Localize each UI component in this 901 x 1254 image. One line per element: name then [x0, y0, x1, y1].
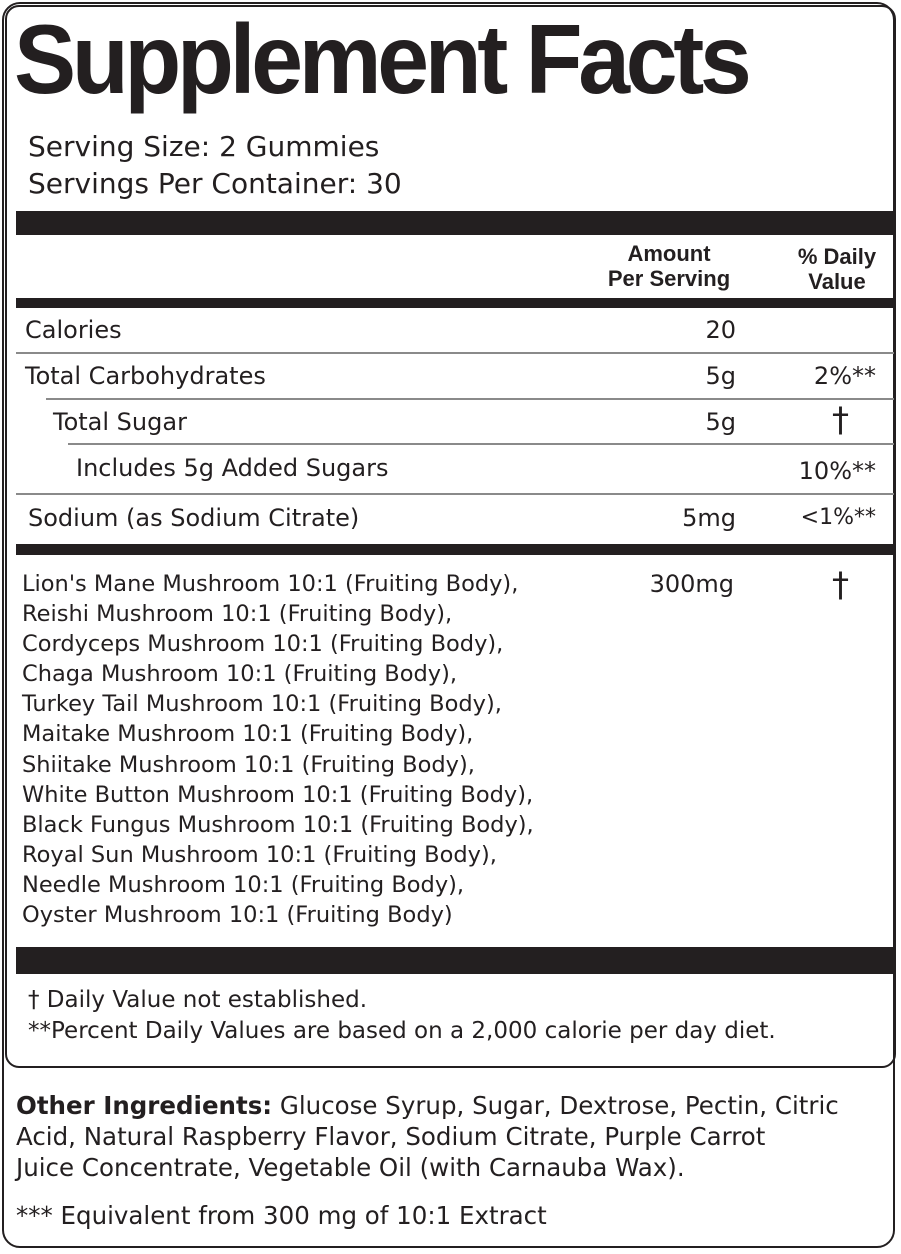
footnote-dagger: † Daily Value not established. [28, 987, 368, 1013]
thick-divider-bottom [16, 947, 894, 974]
blend-ingredient: Lion's Mane Mushroom 10:1 (Fruiting Body), [22, 571, 519, 597]
other-ingredients-line2: Acid, Natural Raspberry Flavor, Sodium Citrate, Purple Carrot [16, 1122, 766, 1151]
nutrient-name-calories: Calories [25, 316, 122, 344]
serving-size: Serving Size: 2 Gummies [28, 130, 380, 163]
blend-ingredient: Chaga Mushroom 10:1 (Fruiting Body), [22, 661, 458, 688]
row-divider [16, 493, 894, 495]
nutrient-dv-sodium: <1%** [800, 505, 876, 530]
row-divider [68, 443, 894, 445]
nutrient-dv-carbs: 2%** [813, 362, 876, 390]
blend-ingredient: White Button Mushroom 10:1 (Fruiting Body), [22, 781, 534, 808]
blend-ingredient: Needle Mushroom 10:1 (Fruiting Body), [22, 871, 465, 898]
other-ingredients-line3: Juice Concentrate, Vegetable Oil (with Carnauba Wax). [16, 1153, 685, 1182]
servings-per-container: Servings Per Container: 30 [28, 167, 402, 200]
blend-ingredient: Oyster Mushroom 10:1 (Fruiting Body) [22, 902, 453, 929]
amount-per-serving-header [596, 241, 742, 291]
nutrient-amount-calories: 20 [705, 316, 736, 344]
blend-ingredient: Maitake Mushroom 10:1 (Fruiting Body), [22, 721, 474, 748]
blend-ingredient: Turkey Tail Mushroom 10:1 (Fruiting Body), [22, 691, 502, 718]
divider-above-blend [16, 544, 894, 555]
nutrient-amount-carbs: 5g [705, 362, 736, 390]
blend-ingredient: Cordyceps Mushroom 10:1 (Fruiting Body), [22, 631, 504, 658]
row-divider [16, 352, 894, 354]
thick-divider-top [16, 211, 894, 235]
blend-ingredient: Black Fungus Mushroom 10:1 (Fruiting Body), [22, 811, 534, 838]
footnote-percent-daily-values: **Percent Daily Values are based on a 2,000 calorie per day diet. [28, 1018, 776, 1044]
dagger-mark-sugar: † [832, 400, 849, 440]
dv-header-line2: Value [808, 269, 866, 294]
other-ingredients-label: Other Ingredients: [16, 1091, 273, 1120]
blend-ingredient: Shiitake Mushroom 10:1 (Fruiting Body), [22, 751, 475, 778]
daily-value-header [778, 244, 896, 294]
dv-header-line1: % Daily [797, 244, 877, 269]
other-ingredients [16, 1090, 839, 1183]
blend-ingredient: Reishi Mushroom 10:1 (Fruiting Body), [22, 601, 453, 628]
dagger-mark-blend: † [832, 565, 849, 605]
other-ingredients-line1: Glucose Syrup, Sugar, Dextrose, Pectin, Citric [272, 1091, 839, 1120]
panel-title: Supplement Facts [14, 4, 748, 114]
blend-ingredient: Royal Sun Mushroom 10:1 (Fruiting Body), [22, 841, 497, 868]
nutrient-name-added-sugars: Includes 5g Added Sugars [76, 454, 389, 482]
nutrient-dv-added-sugars: 10%** [798, 457, 876, 485]
nutrient-name-carbs: Total Carbohydrates [25, 362, 266, 390]
mushroom-blend-list [22, 569, 534, 930]
nutrient-amount-sugar: 5g [705, 408, 736, 436]
nutrient-name-sugar: Total Sugar [53, 408, 187, 436]
amount-header-line2: Per Serving [607, 266, 731, 291]
equivalent-extract-note: *** Equivalent from 300 mg of 10:1 Extract [16, 1201, 547, 1230]
nutrient-amount-sodium: 5mg [682, 504, 736, 532]
blend-amount: 300mg [649, 570, 734, 598]
amount-header-line1: Amount [627, 241, 711, 266]
row-divider [46, 398, 894, 400]
nutrient-name-sodium: Sodium (as Sodium Citrate) [28, 504, 360, 532]
divider-below-header [16, 298, 894, 308]
